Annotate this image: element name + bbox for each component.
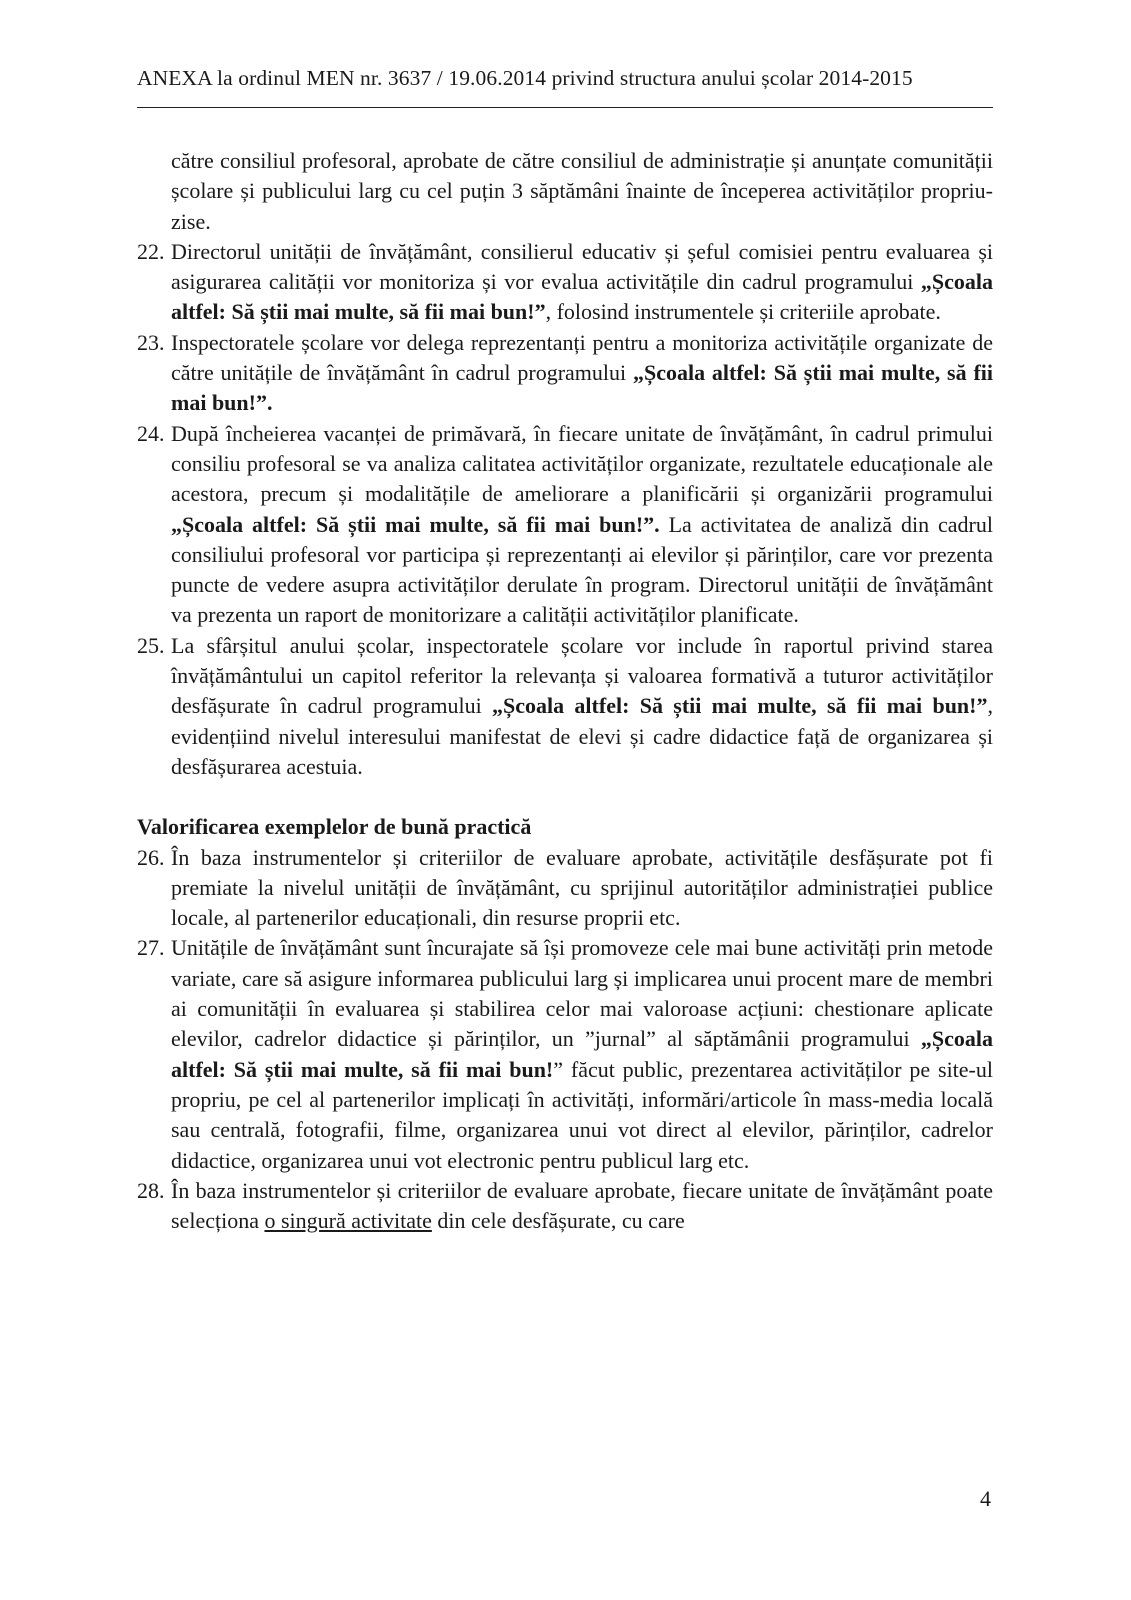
item-text-part: , evidențiind nivelul interesului manifestat de elevi și cadre didactice față de organizarea și desfășurarea acestuia.	[171, 693, 993, 779]
item-text-part: , folosind instrumentele și criteriile aprobate.	[545, 299, 941, 325]
item-text-part: La sfârșitul anului școlar, inspectoratele școlare vor include în raportul privind starea învățământului un capitol referitor la relevanța și valoarea formativă a tuturor activităților desfășurate în cadrul programului	[171, 632, 993, 719]
item-text	[171, 933, 993, 1175]
list-item-23	[137, 328, 993, 419]
item-text	[171, 1176, 993, 1237]
list-item-26	[137, 843, 993, 934]
section-title: Valorificarea exemplelor de bună practică	[137, 814, 532, 840]
item-text	[171, 237, 993, 328]
list-item-27	[137, 933, 993, 1175]
program-name: „Școala altfel: Să știi mai multe, să fii mai bun!	[171, 1026, 993, 1082]
list-item-22	[137, 237, 993, 328]
item-text-part: La activitatea de analiză din cadrul consiliului profesoral vor participa și reprezentanți ai elevilor și părinților, care vor prezenta puncte de vedere asupra activităților derulate în program. Directorul unității de învățământ va prezenta un raport de monitorizare a calității activităților planificate.	[171, 511, 993, 628]
item-text-part: În baza instrumentelor și criteriilor de evaluare aprobate, fiecare unitate de învățământ poate selecționa	[171, 1177, 993, 1234]
item-text	[171, 328, 993, 419]
item-text-part: Unitățile de învățământ sunt încurajate să își promoveze cele mai bune activități prin metode variate, care să asigure informarea publicului larg și implicarea unui procent mare de membri ai comunității în evaluarea și stabilirea celor mai valoroase acțiuni: chestionare aplicate elevilor, cadrelor didactice și părinților, un ”jurnal” al săptămânii programului	[171, 935, 993, 1052]
item-text	[171, 631, 993, 782]
item-text	[171, 419, 993, 631]
list-item-28	[137, 1176, 993, 1237]
list-item-24	[137, 419, 993, 631]
page-number: 4	[980, 1486, 991, 1511]
program-name: „Școala altfel: Să știi mai multe, să fii mai bun!”.	[171, 360, 994, 416]
item-text-part: din cele desfășurate, cu care	[431, 1208, 685, 1234]
underlined-phrase: o singură activitate	[264, 1208, 432, 1234]
item-text: În baza instrumentelor și criteriilor de evaluare aprobate, activitățile desfășurate pot fi premiate la nivelul unității de învățământ, cu sprijinul autorităților administrației publice locale, al partenerilor educaționali, din resurse proprii etc.	[171, 844, 993, 931]
item-number: 25.	[137, 632, 165, 658]
item-text-part: După încheierea vacanței de primăvară, în fiecare unitate de învățământ, în cadrul primului consiliu profesoral se va analiza calitatea activităților organizate, rezultatele educaționale ale acestora, precum și modalitățile de ameliorare a planificării și organizării programului	[171, 420, 993, 507]
item-number: 26.	[137, 844, 165, 870]
item-number: 24.	[137, 420, 165, 446]
list-item-25	[137, 631, 993, 782]
program-name: „Școala altfel: Să știi mai multe, să fii mai bun!”	[492, 693, 988, 719]
document-header: ANEXA la ordinul MEN nr. 3637 / 19.06.2014 privind structura anului școlar 2014-2015	[137, 66, 913, 90]
item-number: 23.	[137, 329, 165, 355]
item-number: 28.	[137, 1177, 165, 1203]
document-body	[137, 146, 993, 1236]
continuation-paragraph: către consiliul profesoral, aprobate de către consiliul de administrație și anunțate comunității școlare și publicului larg cu cel puțin 3 săptămâni înainte de începerea activităților propriu-zise.	[171, 148, 993, 234]
program-name: „Școala altfel: Să știi mai multe, să fii mai bun!”.	[171, 511, 660, 537]
item-text-part: Inspectoratele școlare vor delega reprezentanți pentru a monitoriza activitățile organizate de către unitățile de învățământ în cadrul programului	[171, 329, 993, 386]
header-rule	[137, 107, 993, 108]
item-text-part: Directorul unității de învățământ, consilierul educativ și șeful comisiei pentru evaluarea și asigurarea calității vor monitoriza și vor evalua activitățile din cadrul programului	[171, 238, 993, 295]
item-number: 22.	[137, 238, 165, 264]
program-name: „Școala altfel: Să știi mai multe, să fii mai bun!”	[171, 269, 993, 325]
item-number: 27.	[137, 935, 165, 961]
item-text-part: ” făcut public, prezentarea activităților pe site-ul propriu, pe cel al partenerilor implicați în activități, informări/articole în mass-media locală sau centrală, fotografii, filme, organizarea unui vot direct al elevilor, părinților, cadrelor didactice, organizarea unui vot electronic pentru publicul larg etc.	[171, 1056, 993, 1173]
